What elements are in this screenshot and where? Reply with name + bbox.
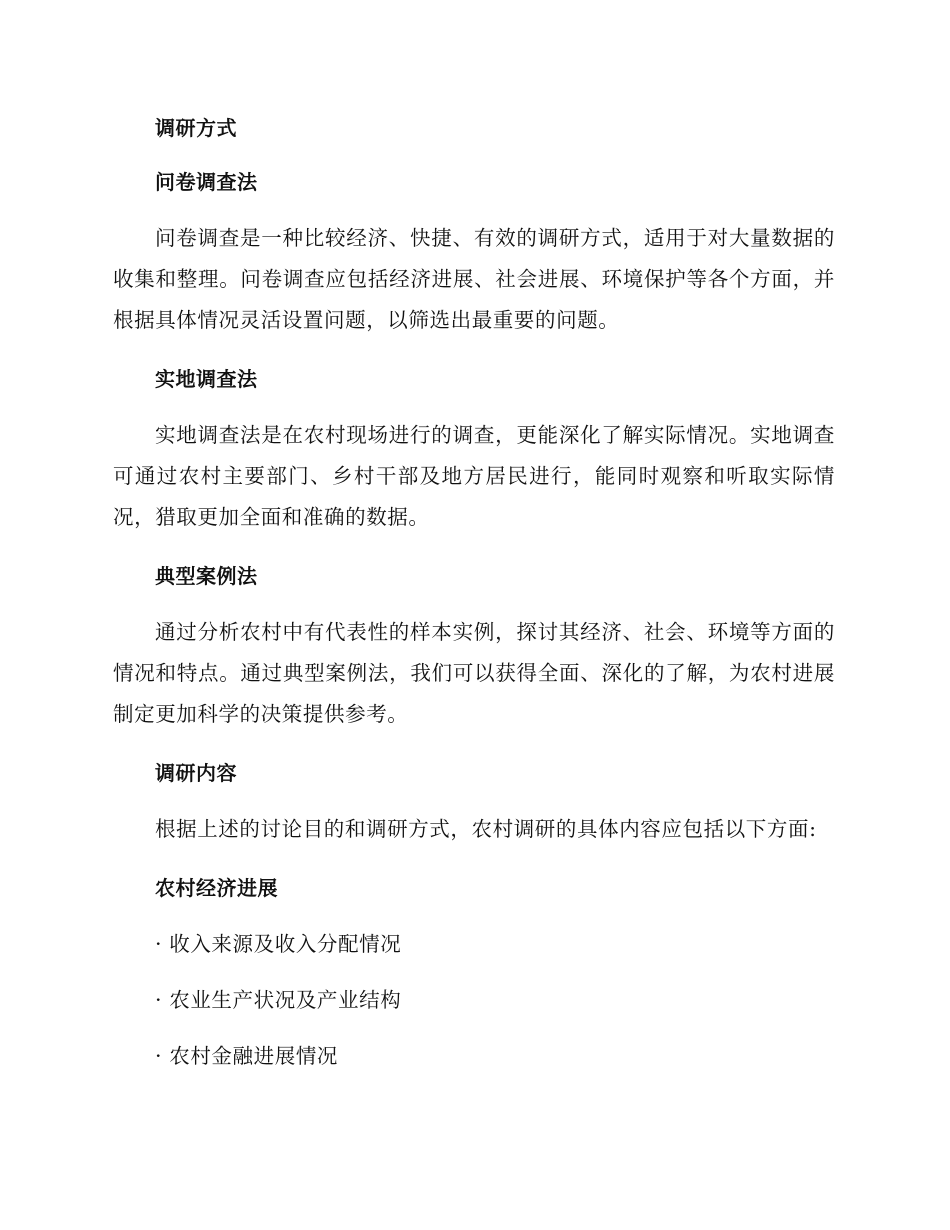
document-page — [113, 110, 835, 1074]
section-heading-economy: 农村经济进展 — [155, 876, 278, 900]
paragraph-content: 根据上述的讨论目的和调研方式，农村调研的具体内容应包括以下方面: — [155, 817, 817, 841]
section-heading-questionnaire: 问卷调查法 — [155, 170, 258, 194]
paragraph-case: 通过分析农村中有代表性的样本实例，探讨其经济、社会、环境等方面的情况和特点。通过典型案例法，我们可以获得全面、深化的了解，为农村进展制定更加科学的决策提供参考。 — [113, 620, 835, 726]
section-heading-field: 实地调查法 — [155, 367, 258, 391]
list-item-income: · 收入来源及收入分配情况 — [155, 932, 402, 956]
list-item-agriculture: · 农业生产状况及产业结构 — [155, 988, 402, 1012]
paragraph-questionnaire: 问卷调查是一种比较经济、快捷、有效的调研方式，适用于对大量数据的收集和整理。问卷调查应包括经济进展、社会进展、环境保护等各个方面，并根据具体情况灵活设置问题，以筛选出最重要的问题。 — [113, 226, 835, 332]
paragraph-field: 实地调查法是在农村现场进行的调查，更能深化了解实际情况。实地调查可通过农村主要部门、乡村干部及地方居民进行，能同时观察和听取实际情况，猎取更加全面和准确的数据。 — [113, 423, 835, 529]
list-item-finance: · 农村金融进展情况 — [155, 1044, 339, 1068]
section-heading-methods: 调研方式 — [155, 116, 237, 140]
section-heading-case: 典型案例法 — [155, 564, 258, 588]
section-heading-content: 调研内容 — [155, 761, 237, 785]
